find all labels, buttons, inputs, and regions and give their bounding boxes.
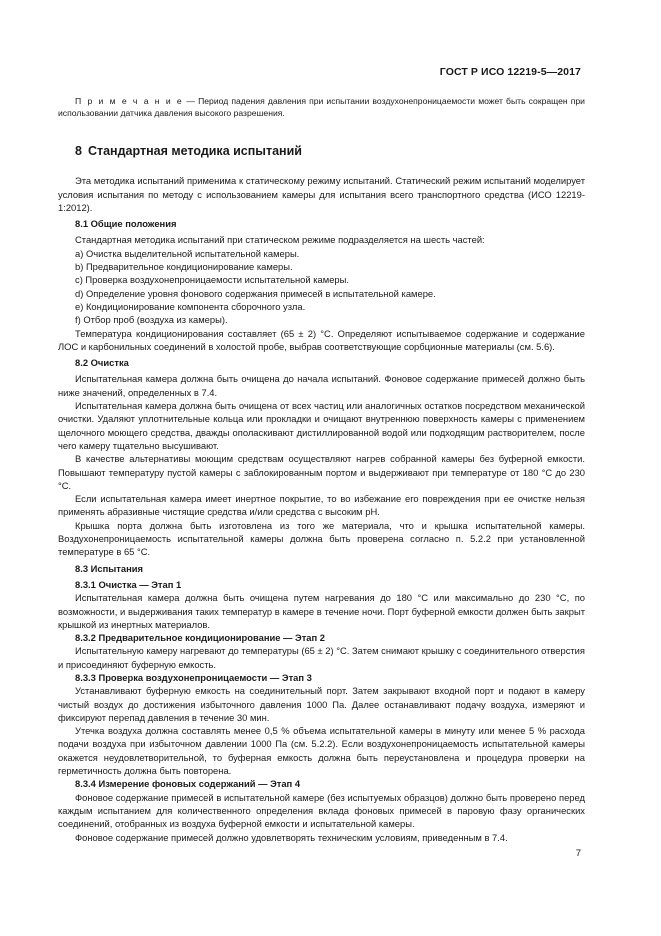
- paragraph: Температура кондиционирования составляет (65 ± 2) °C. Определяют испытываемое содержание и содержание ЛОС и карбонильных соединений в холостой пробе, выбрав соответствующие сорбционные материалы (см. 5.6).: [58, 327, 585, 352]
- page-number: 7: [575, 848, 581, 859]
- note-text: — Период падения давления при испытании воздухонепроницаемости может быть сокращен при использовании датчика давления высокого разрешения.: [58, 96, 585, 118]
- list-item: e) Кондиционирование компонента сборочного узла.: [75, 300, 306, 312]
- paragraph: В качестве альтернативы моющим средствам осуществляют нагрев собранной камеры без буферной емкости. Повышают температуру пустой камеры с заблокированным портом и выдерживают при температуре от 180 °C до 230 °C.: [58, 453, 585, 491]
- paragraph: Фоновое содержание примесей в испытательной камере (без испытуемых образцов) должно быть проверено перед каждым испытанием для количественного определения вклада фоновых примесей в паровую фазу органических соединений, отобранных из воздуха буферной емкости и испытательной камеры.: [58, 791, 585, 830]
- note: [58, 95, 585, 119]
- note-label: П р и м е ч а н и е: [75, 96, 184, 106]
- clause-heading-8-3-3: 8.3.3 Проверка воздухонепроницаемости — Этап 3: [75, 671, 312, 683]
- list-item: b) Предварительное кондиционирование камеры.: [75, 261, 293, 273]
- section-number: 8: [75, 144, 82, 158]
- list-item: f) Отбор проб (воздуха из камеры).: [75, 314, 228, 326]
- section-intro: Эта методика испытаний применима к статическому режиму испытаний. Статический режим испытаний моделирует условия испытания по методу с использованием камеры для испытания всего транспортного средства (ИСО 12219-1:2012).: [58, 175, 585, 213]
- clause-heading-8-3-2: 8.3.2 Предварительное кондиционирование — Этап 2: [75, 632, 325, 644]
- paragraph: Стандартная методика испытаний при статическом режиме подразделяется на шесть частей:: [75, 234, 485, 246]
- list-item: a) Очистка выделительной испытательной камеры.: [75, 247, 300, 259]
- paragraph: Устанавливают буферную емкость на соединительный порт. Затем закрывают входной порт и подают в камеру чистый воздух до достижения избыточного давления 1000 Па. Далее останавливают подачу воздуха, измеряют и фиксируют перепад давления в течение 30 мин.: [58, 685, 585, 723]
- paragraph: Крышка порта должна быть изготовлена из того же материала, что и крышка испытательной камеры. Воздухонепроницаемость испытательной камеры должна быть проверена согласно п. 5.2.2 при установленной температуре в 65 °C.: [58, 519, 585, 558]
- document-body: [58, 95, 585, 844]
- standard-code: ГОСТ Р ИСО 12219-5—2017: [439, 66, 581, 78]
- list-item: c) Проверка воздухонепроницаемости испытательной камеры.: [75, 274, 349, 286]
- subsection-heading-8-2: 8.2 Очистка: [75, 357, 129, 369]
- paragraph: Испытательная камера должна быть очищена от всех частиц или аналогичных остатков посредством механической очистки. Удаляют уплотнительные кольца или прокладки и очищают внутреннюю поверхность камеры с применением щелочного моющего средства, дважды ополаскивают дистиллированной водой или подходящим растворителем, после чего камеру тщательно высушивают.: [58, 400, 585, 451]
- subsection-heading-8-1: 8.1 Общие положения: [75, 218, 177, 230]
- paragraph: Испытательная камера должна быть очищена путем нагревания до 180 °C или максимально до 230 °C, по возможности, и выдерживания таких температур в камере в течение ночи. Порт буферной емкости должен быть закрыт крышкой из инертных материалов.: [58, 592, 585, 630]
- paragraph: Испытательную камеру нагревают до температуры (65 ± 2) °C. Затем снимают крышку с соединительного отверстия и присоединяют буферную емкость.: [58, 645, 585, 670]
- clause-heading-8-3-1: 8.3.1 Очистка — Этап 1: [75, 578, 182, 590]
- paragraph: Фоновое содержание примесей должно удовлетворять техническим условиям, приведенным в 7.4.: [75, 831, 508, 843]
- subsection-heading-8-3: 8.3 Испытания: [75, 562, 143, 574]
- paragraph: Если испытательная камера имеет инертное покрытие, то во избежание его повреждения при ее очистке нельзя применять абразивные чистящие средства и/или средства с высоким pH.: [58, 493, 585, 518]
- list-item: d) Определение уровня фонового содержания примесей в испытательной камере.: [75, 287, 436, 299]
- section-heading: [75, 145, 585, 158]
- paragraph: Испытательная камера должна быть очищена до начала испытаний. Фоновое содержание примесей должно быть ниже значений, определенных в 7.4.: [58, 373, 585, 398]
- clause-heading-8-3-4: 8.3.4 Измерение фоновых содержаний — Этап 4: [75, 778, 301, 790]
- paragraph: Утечка воздуха должна составлять менее 0,5 % объема испытательной камеры в минуту или менее 5 % расхода подачи воздуха при избыточном давлении 1000 Па (см. 5.2.2). Если воздухонепроницаемость испытательной камеры окажется неудовлетворительной, то буферная емкость должна быть переустановлена и процедура проверки на герметичность должна быть повторена.: [58, 725, 585, 777]
- section-title: Стандартная методика испытаний: [87, 144, 302, 158]
